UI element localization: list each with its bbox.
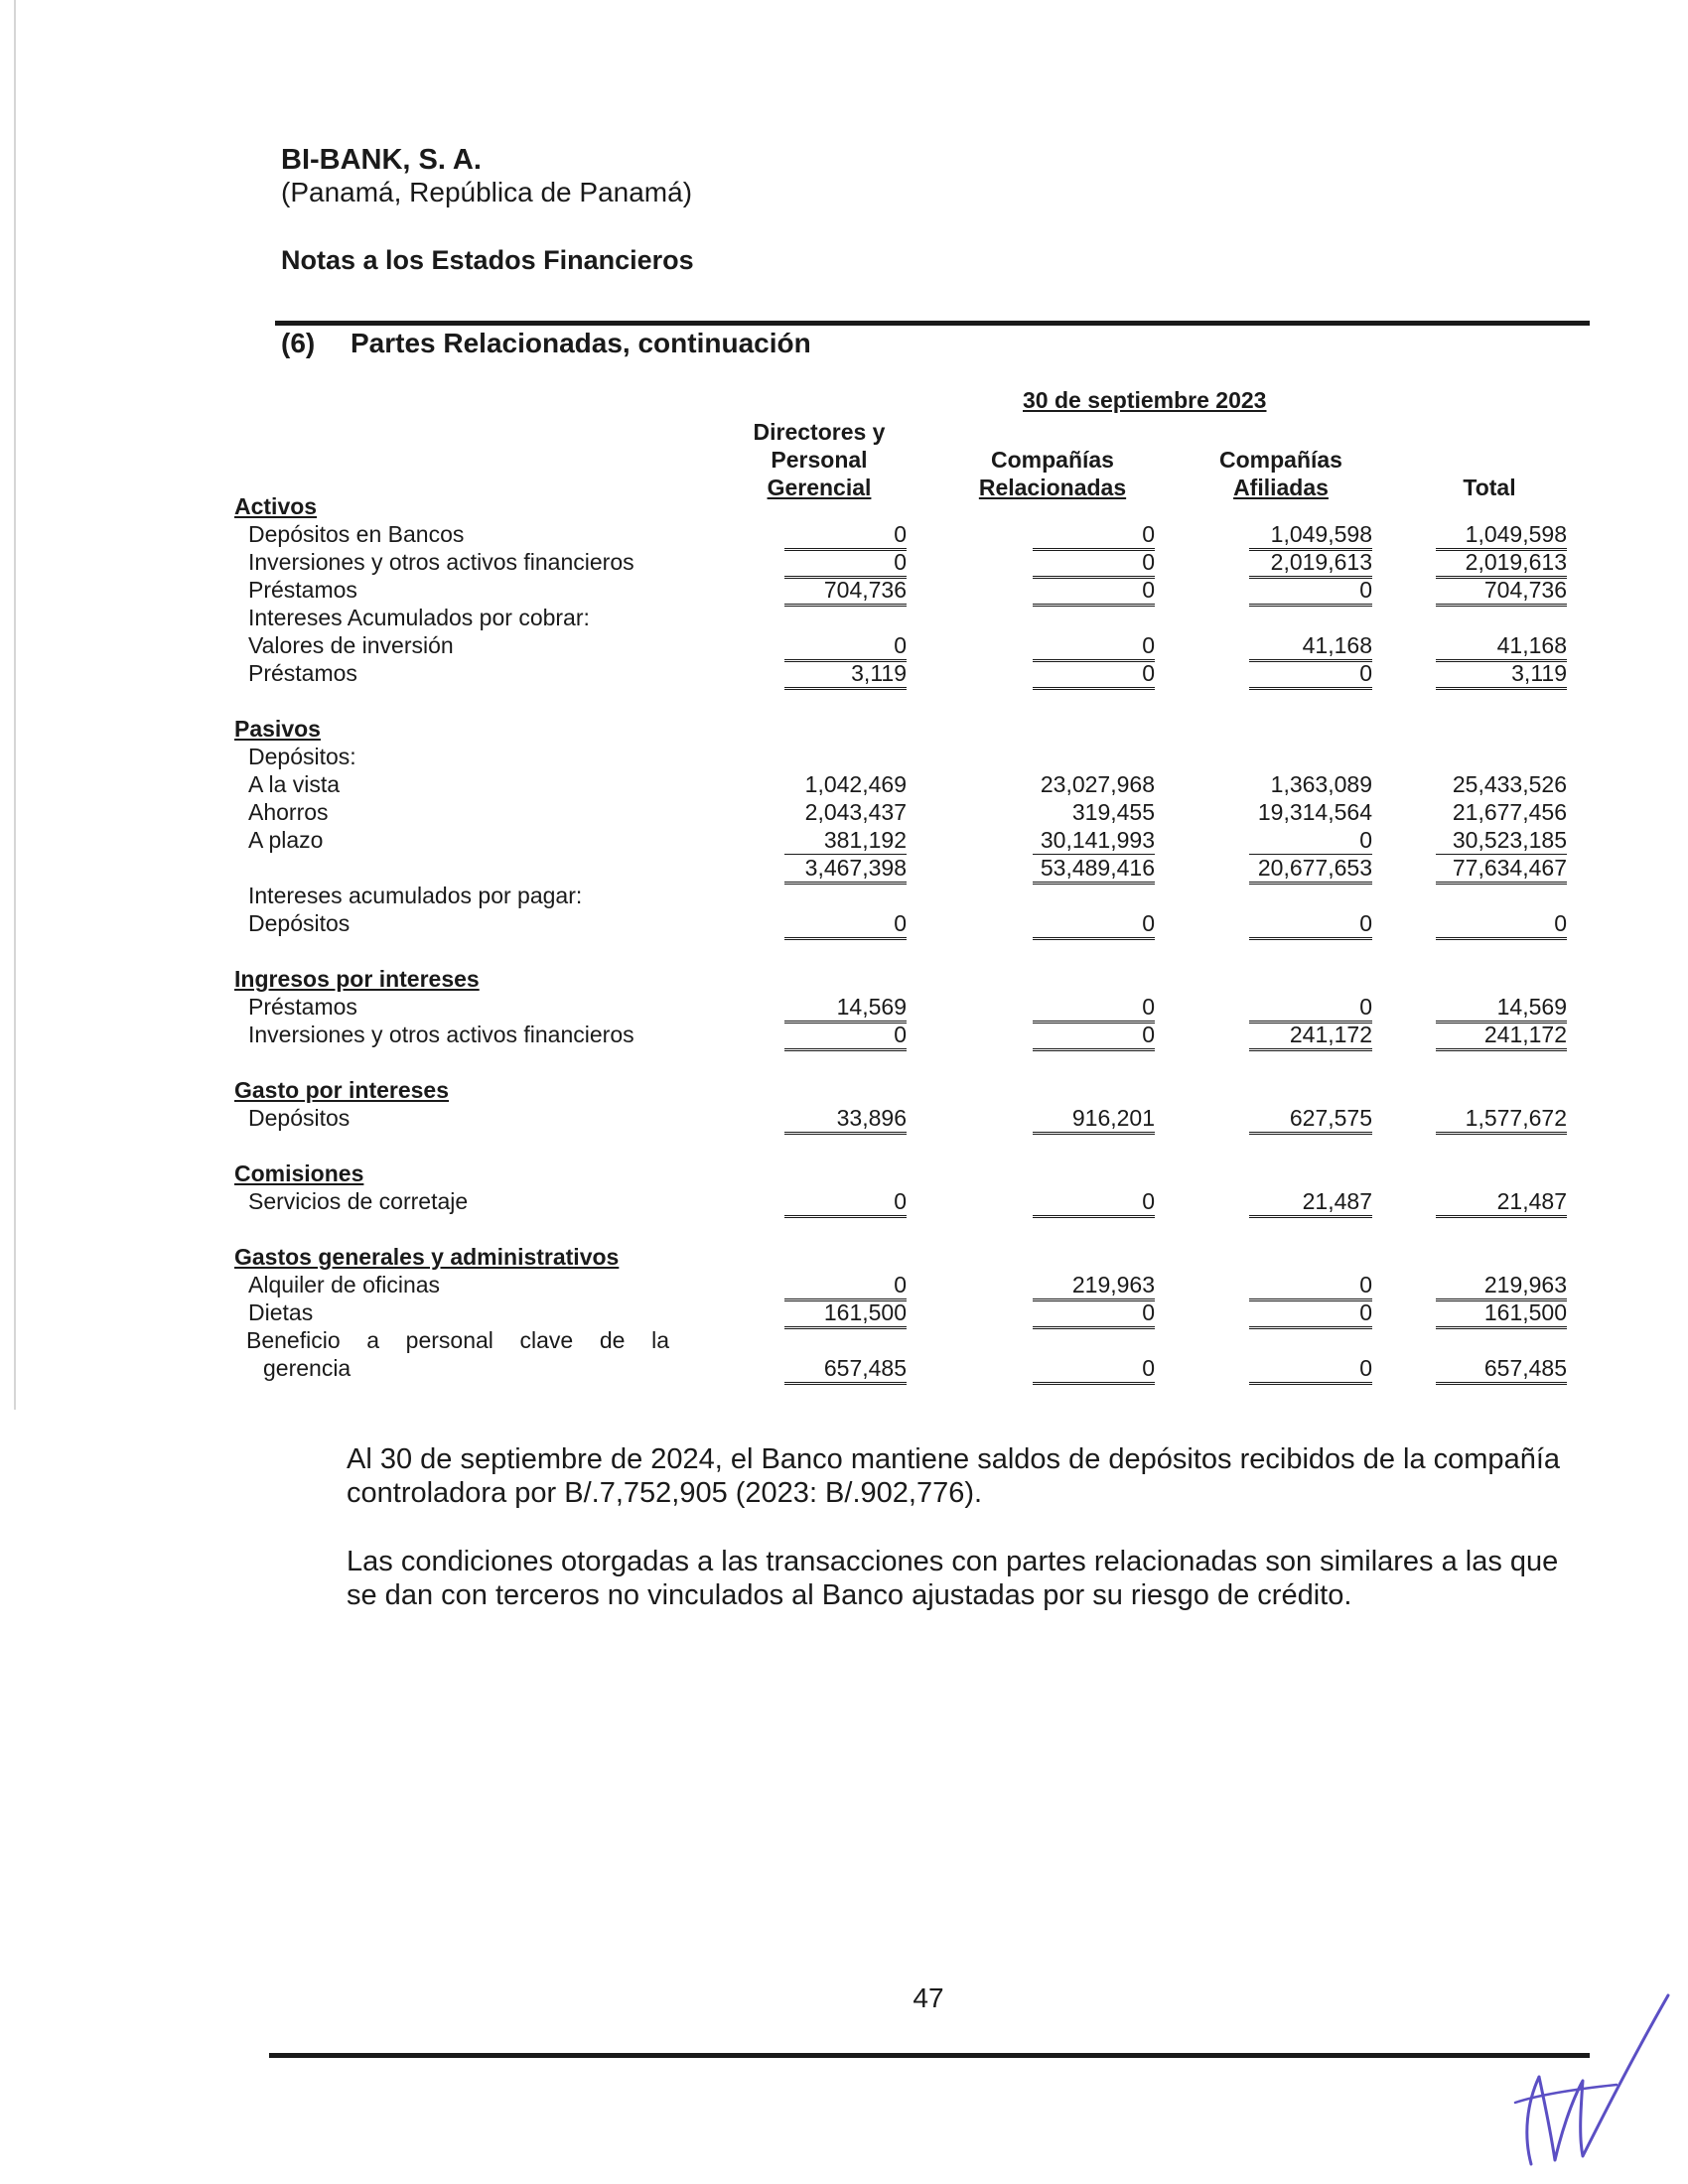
table-row: [0, 576, 1688, 604]
cell-afiliadas: 0: [1249, 1354, 1372, 1385]
cell-relacionadas: 0: [1033, 548, 1155, 579]
row-label: Préstamos: [248, 577, 357, 603]
table-row: [0, 965, 1688, 993]
cell-relacionadas: 0: [1033, 993, 1155, 1024]
table-row: [0, 909, 1688, 937]
row-label: Depósitos en Bancos: [248, 521, 465, 547]
cell-total: 241,172: [1436, 1021, 1567, 1051]
cell-total: 21,677,456: [1452, 799, 1567, 825]
cell-total: 1,049,598: [1436, 520, 1567, 551]
category-label: Comisiones: [234, 1160, 364, 1186]
cell-relacionadas: 0: [1033, 576, 1155, 607]
cell-directores: 161,500: [784, 1298, 907, 1329]
table-row: [0, 743, 1688, 770]
company-location: (Panamá, República de Panamá): [281, 177, 693, 207]
table-row: [0, 492, 1688, 520]
row-label: Inversiones y otros activos financieros: [248, 549, 634, 575]
cell-directores: 3,467,398: [784, 854, 907, 885]
cell-afiliadas: 241,172: [1249, 1021, 1372, 1051]
table-row: [0, 1076, 1688, 1104]
cell-afiliadas: 21,487: [1249, 1187, 1372, 1218]
table-row: [0, 1160, 1688, 1187]
row-label: Intereses Acumulados por cobrar:: [248, 605, 590, 630]
cell-afiliadas: 19,314,564: [1257, 799, 1372, 825]
label-word: clave: [519, 1327, 574, 1353]
cell-relacionadas: 319,455: [1071, 799, 1155, 825]
cell-directores: 657,485: [784, 1354, 907, 1385]
cell-directores: 704,736: [784, 576, 907, 607]
col2-line2: Relacionadas: [978, 475, 1127, 500]
row-label: Intereses acumulados por pagar:: [248, 883, 583, 908]
company-name: BI-BANK, S. A.: [281, 144, 482, 176]
cell-afiliadas: 1,049,598: [1249, 520, 1372, 551]
cell-afiliadas: 0: [1249, 659, 1372, 690]
table-row: [0, 604, 1688, 631]
table-row: [0, 1021, 1688, 1048]
category-label: Gasto por intereses: [234, 1077, 450, 1103]
table-row: [0, 715, 1688, 743]
cell-relacionadas: 0: [1033, 659, 1155, 690]
table-row: [0, 826, 1688, 854]
cell-total: 161,500: [1436, 1298, 1567, 1329]
paragraph-conditions-note: Las condiciones otorgadas a las transacciones con partes relacionadas son similares a las que se dan con terceros no vinculados al Banco ajustadas por su riesgo de crédito.: [347, 1546, 1559, 1611]
col2-line1: Compañías: [991, 447, 1114, 473]
cell-directores: 2,043,437: [804, 799, 907, 825]
label-word: de: [599, 1327, 626, 1353]
cell-total: 704,736: [1436, 576, 1567, 607]
label-word: la: [651, 1327, 669, 1353]
table-row: [0, 520, 1688, 548]
cell-afiliadas: 1,363,089: [1270, 771, 1372, 797]
cell-afiliadas: 41,168: [1249, 631, 1372, 662]
cell-relacionadas: 916,201: [1033, 1104, 1155, 1135]
column-header-relacionadas: [953, 412, 1152, 501]
column-header-total: [1430, 412, 1549, 501]
table-row: [0, 882, 1688, 909]
table-row: [0, 1104, 1688, 1132]
cell-directores: 0: [784, 631, 907, 662]
cell-total: 657,485: [1436, 1354, 1567, 1385]
category-label: Ingresos por intereses: [234, 966, 480, 992]
cell-total: 77,634,467: [1436, 854, 1567, 885]
row-label: Depósitos: [248, 1105, 351, 1131]
column-header-directores: [735, 412, 904, 501]
category-label: Pasivos: [234, 716, 321, 742]
cell-relacionadas: 0: [1033, 1298, 1155, 1329]
table-row: [0, 1326, 1688, 1354]
row-label: A plazo: [248, 827, 324, 853]
cell-total: 14,569: [1436, 993, 1567, 1024]
cell-relacionadas: 0: [1033, 909, 1155, 940]
row-label: Servicios de corretaje: [248, 1188, 469, 1214]
row-label-justified: [246, 1326, 669, 1354]
cell-afiliadas: 0: [1249, 576, 1372, 607]
subtotal-row: [0, 854, 1688, 882]
footer-rule: [269, 2053, 1590, 2058]
handwritten-signature-icon: [1509, 1985, 1688, 2174]
table-row: [0, 798, 1688, 826]
cell-total: 1,577,672: [1436, 1104, 1567, 1135]
col3-line2: Afiliadas: [1233, 475, 1329, 500]
table-row: [0, 1243, 1688, 1271]
cell-total: 2,019,613: [1436, 548, 1567, 579]
table-row: [0, 1271, 1688, 1298]
cell-directores: 0: [784, 1021, 907, 1051]
col1-line3: Gerencial: [767, 475, 872, 500]
cell-afiliadas: 0: [1249, 1271, 1372, 1301]
cell-relacionadas: 0: [1033, 1021, 1155, 1051]
row-label: Préstamos: [248, 994, 357, 1020]
cell-directores: 33,896: [784, 1104, 907, 1135]
table-row: [0, 631, 1688, 659]
cell-afiliadas: 20,677,653: [1249, 854, 1372, 885]
cell-total: 21,487: [1436, 1187, 1567, 1218]
cell-directores: 14,569: [784, 993, 907, 1024]
table-row: [0, 1298, 1688, 1326]
cell-total: 30,523,185: [1436, 826, 1567, 855]
row-label: Depósitos:: [248, 744, 356, 769]
cell-relacionadas: 0: [1033, 520, 1155, 551]
row-label: A la vista: [248, 771, 341, 797]
column-header-afiliadas: [1192, 412, 1370, 501]
table-row: [0, 659, 1688, 687]
cell-total: 219,963: [1436, 1271, 1567, 1301]
cell-relacionadas: 219,963: [1033, 1271, 1155, 1301]
cell-relacionadas: 0: [1033, 1187, 1155, 1218]
row-label: gerencia: [263, 1355, 352, 1381]
cell-afiliadas: 0: [1249, 1298, 1372, 1329]
cell-directores: 0: [784, 1271, 907, 1301]
row-label: Préstamos: [248, 660, 357, 686]
period-heading: 30 de septiembre 2023: [1023, 387, 1267, 413]
cell-directores: 381,192: [784, 826, 907, 855]
label-word: personal: [405, 1327, 493, 1353]
cell-total: 3,119: [1436, 659, 1567, 690]
cell-afiliadas: 627,575: [1249, 1104, 1372, 1135]
cell-directores: 3,119: [784, 659, 907, 690]
page-number: 47: [913, 1982, 944, 2013]
row-label: Valores de inversión: [248, 632, 454, 658]
cell-relacionadas: 23,027,968: [1040, 771, 1155, 797]
cell-total: 25,433,526: [1452, 771, 1567, 797]
cell-relacionadas: 0: [1033, 631, 1155, 662]
row-label: Inversiones y otros activos financieros: [248, 1022, 634, 1047]
label-word: a: [366, 1327, 380, 1353]
cell-directores: 1,042,469: [804, 771, 907, 797]
table-row: [0, 1354, 1688, 1382]
cell-relacionadas: 0: [1033, 1354, 1155, 1385]
category-label: Gastos generales y administrativos: [234, 1244, 620, 1270]
section-heading: [281, 328, 811, 359]
row-label: Ahorros: [248, 799, 329, 825]
table-row: [0, 1187, 1688, 1215]
label-word: Beneficio: [246, 1327, 341, 1353]
table-row: [0, 548, 1688, 576]
cell-directores: 0: [784, 548, 907, 579]
col1-line2: Personal: [771, 447, 868, 473]
cell-directores: 0: [784, 909, 907, 940]
table-row: [0, 993, 1688, 1021]
section-number: (6): [281, 328, 316, 358]
table-row: [0, 770, 1688, 798]
cell-total: 41,168: [1436, 631, 1567, 662]
paragraph-deposits-note: Al 30 de septiembre de 2024, el Banco mantiene saldos de depósitos recibidos de la compañía controladora por B/.7,752,905 (2023: B/.902,776).: [347, 1443, 1561, 1509]
row-label: Depósitos: [248, 910, 351, 936]
col3-line1: Compañías: [1219, 447, 1342, 473]
cell-afiliadas: 0: [1249, 993, 1372, 1024]
col4-line1: Total: [1463, 475, 1516, 500]
header-rule: [275, 321, 1590, 326]
document-title: Notas a los Estados Financieros: [281, 245, 694, 275]
cell-relacionadas: 30,141,993: [1033, 826, 1155, 855]
row-label: Alquiler de oficinas: [248, 1272, 441, 1297]
cell-afiliadas: 2,019,613: [1249, 548, 1372, 579]
col1-line1: Directores y: [753, 419, 886, 445]
cell-relacionadas: 53,489,416: [1033, 854, 1155, 885]
cell-directores: 0: [784, 1187, 907, 1218]
cell-afiliadas: 0: [1249, 909, 1372, 940]
row-label: Dietas: [248, 1299, 314, 1325]
cell-directores: 0: [784, 520, 907, 551]
category-label: Activos: [234, 493, 318, 519]
section-title: Partes Relacionadas, continuación: [351, 328, 811, 358]
cell-afiliadas: 0: [1249, 826, 1372, 855]
cell-total: 0: [1436, 909, 1567, 940]
